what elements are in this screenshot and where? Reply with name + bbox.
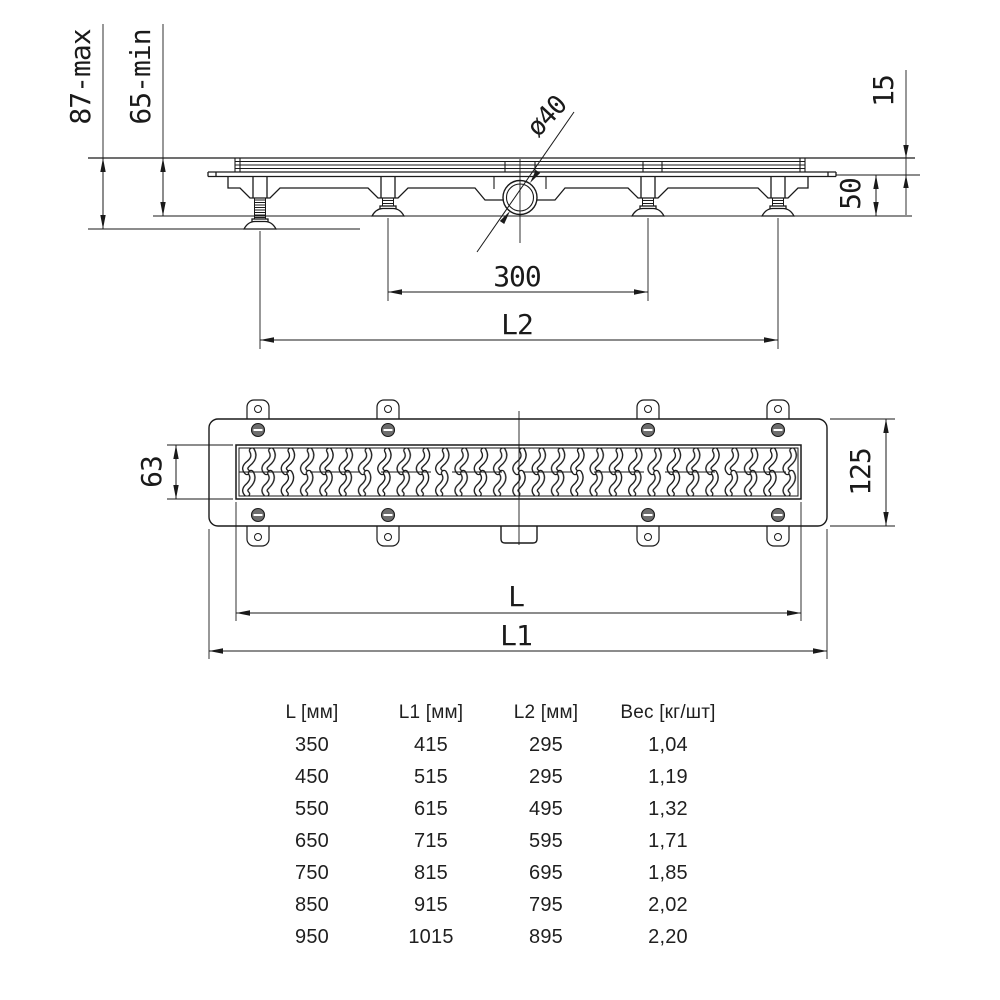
- table-cell: 1,71: [648, 829, 688, 852]
- table-cell: 1,32: [648, 797, 688, 820]
- table-cell: 650: [295, 829, 329, 852]
- table-cell: 350: [295, 733, 329, 756]
- table-cell: 550: [295, 797, 329, 820]
- dim-125-label: 125: [844, 448, 877, 496]
- table-cell: 695: [529, 861, 563, 884]
- table-cell: 1015: [408, 925, 454, 948]
- table-cell: 515: [414, 765, 448, 788]
- dim-63-label: 63: [135, 456, 168, 488]
- table-cell: 1,04: [648, 733, 688, 756]
- table-header-cell: L [мм]: [285, 702, 339, 723]
- table-cell: 915: [414, 893, 448, 916]
- dim-l1-label: L1: [500, 619, 532, 652]
- table-cell: 495: [529, 797, 563, 820]
- table-cell: 750: [295, 861, 329, 884]
- table-cell: 950: [295, 925, 329, 948]
- side-view-labels: [64, 29, 900, 341]
- table-cell: 1,19: [648, 765, 688, 788]
- table-cell: 295: [529, 733, 563, 756]
- dim-d40-label: ø40: [521, 90, 574, 143]
- dim-87-max-label: 87-max: [64, 29, 97, 125]
- dim-50-label: 50: [834, 178, 867, 210]
- table-cell: 295: [529, 765, 563, 788]
- table-cell: 850: [295, 893, 329, 916]
- table-cell: 2,02: [648, 893, 688, 916]
- table-cell: 415: [414, 733, 448, 756]
- table-cell: 1,85: [648, 861, 688, 884]
- table-cell: 715: [414, 829, 448, 852]
- dim-15-label: 15: [867, 75, 900, 107]
- table-cell: 795: [529, 893, 563, 916]
- table-cell: 895: [529, 925, 563, 948]
- side-view: [88, 24, 920, 349]
- foot-threads: [383, 198, 784, 206]
- dim-l2-label: L2: [501, 308, 533, 341]
- table-header-cell: L1 [мм]: [398, 702, 464, 723]
- table-cell: 615: [414, 797, 448, 820]
- table-cell: 815: [414, 861, 448, 884]
- dim-65-min-label: 65-min: [124, 29, 157, 125]
- table-header-cell: Вес [кг/шт]: [620, 702, 716, 723]
- dim-d40-leader: [477, 112, 574, 252]
- dim-l-label: L: [508, 580, 524, 613]
- table-cell: 450: [295, 765, 329, 788]
- table-cell: 2,20: [648, 925, 688, 948]
- table-cell: 595: [529, 829, 563, 852]
- size-table: [252, 697, 734, 953]
- dim-300-label: 300: [493, 260, 541, 293]
- table-header-cell: L2 [мм]: [513, 702, 579, 723]
